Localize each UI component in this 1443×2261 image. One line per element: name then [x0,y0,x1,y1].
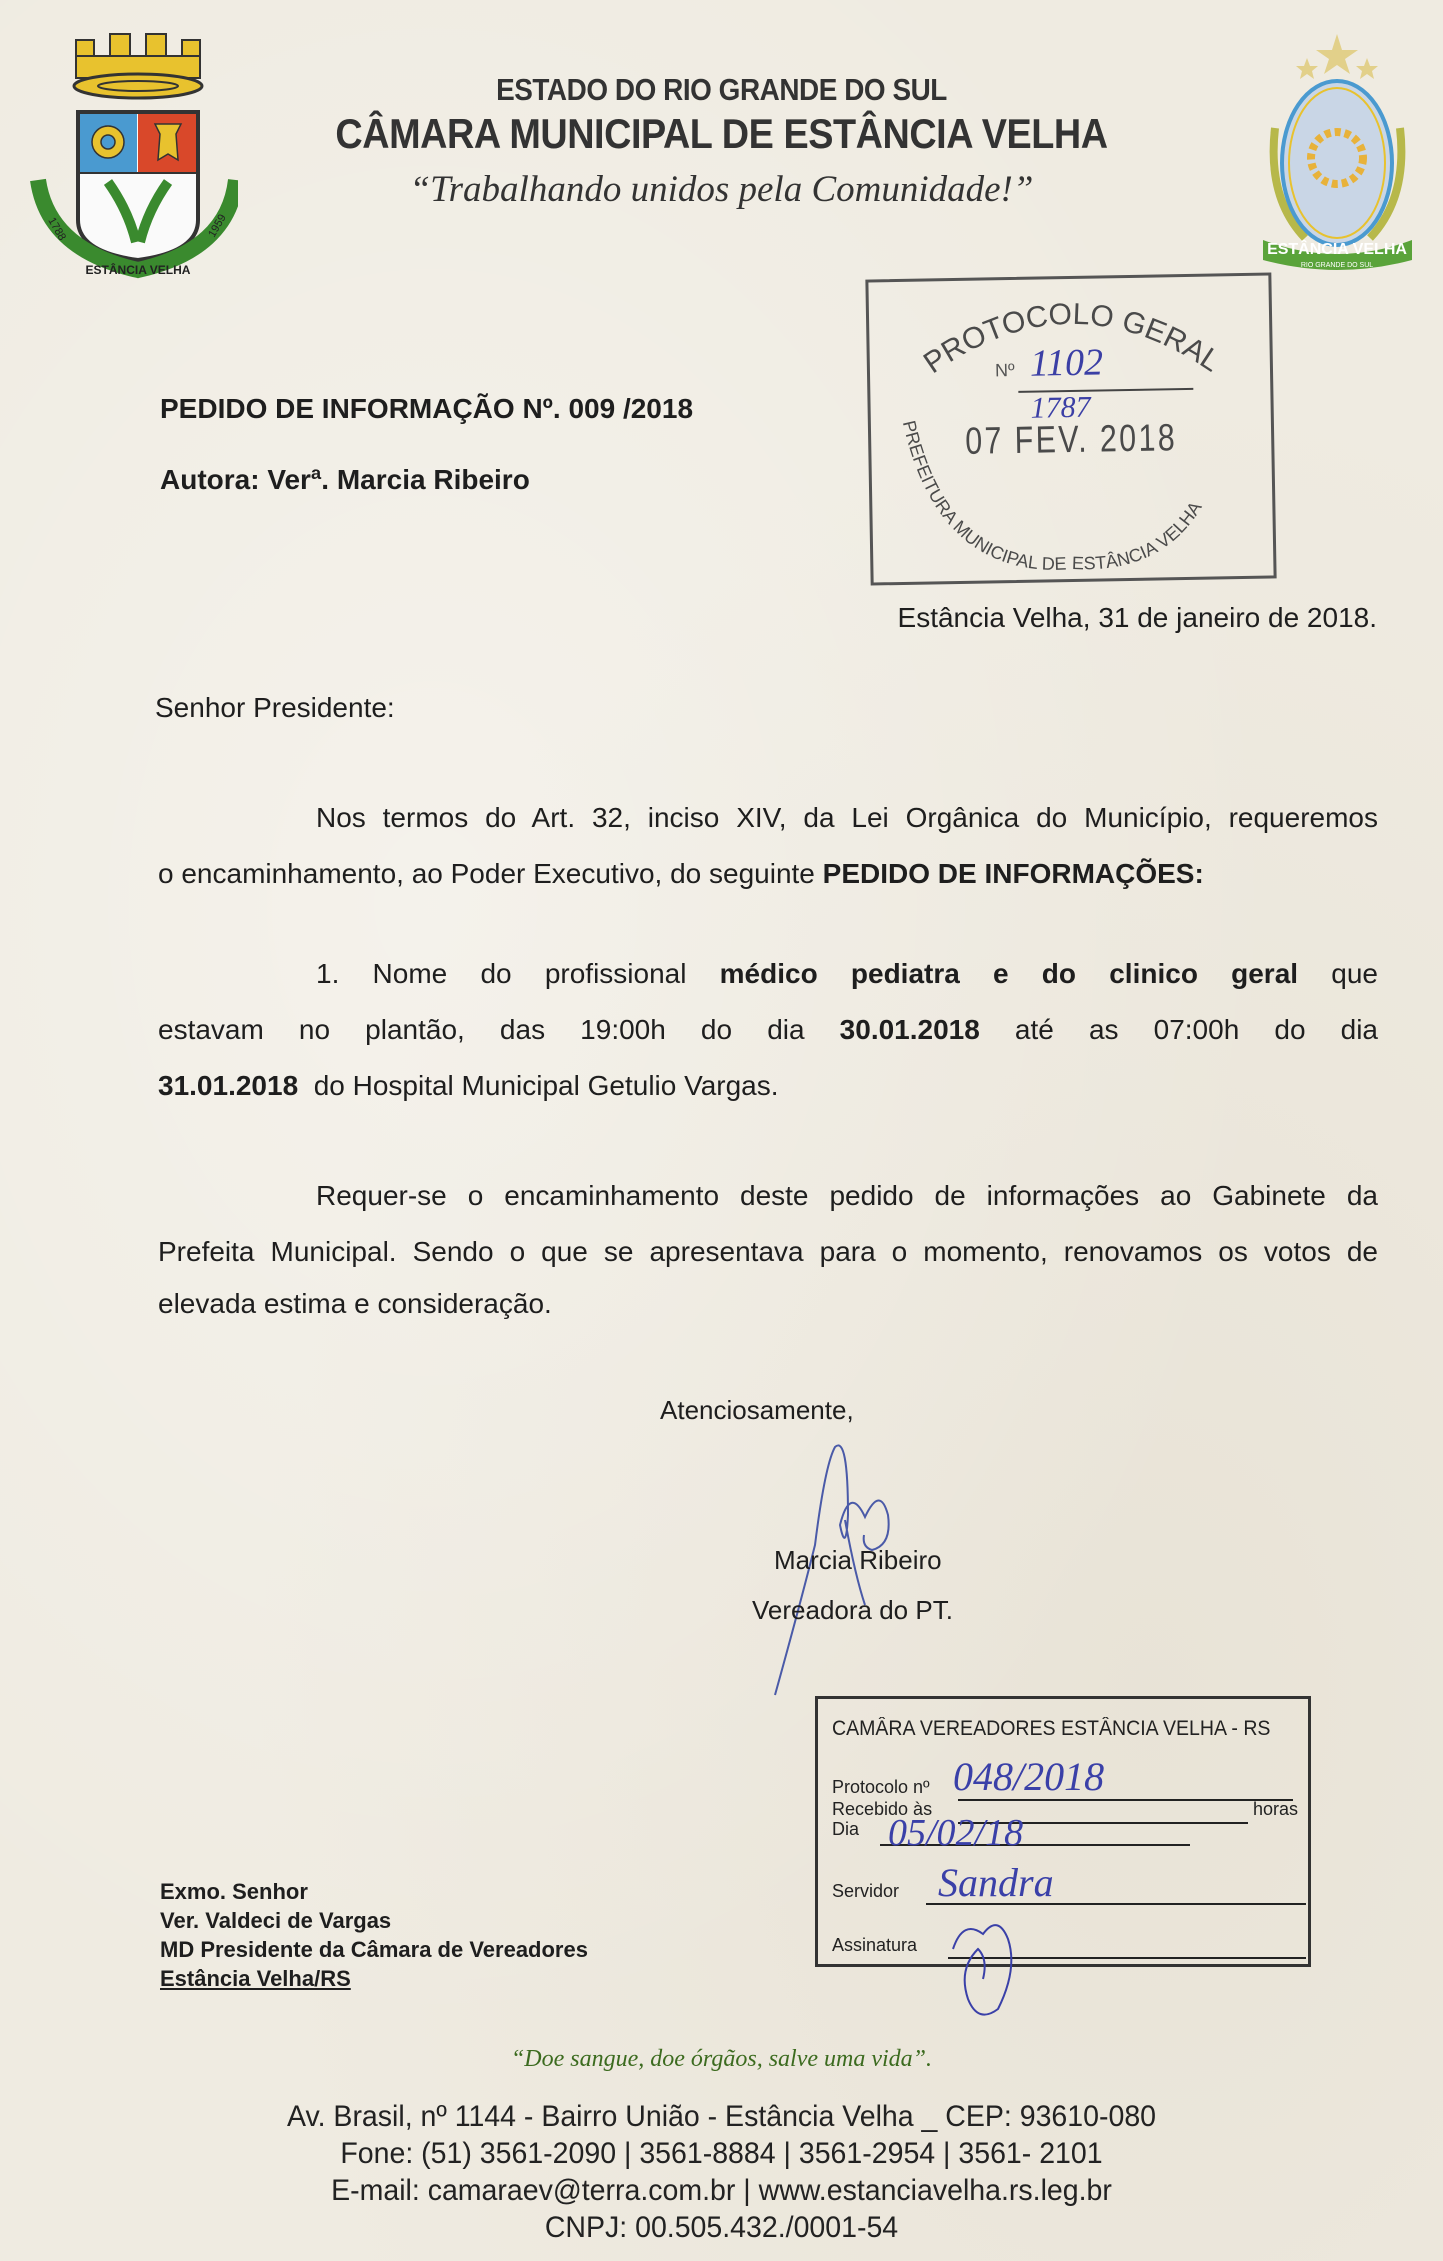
addressee-line-2: Ver. Valdeci de Vargas [160,1908,392,1933]
institution-motto: “Trabalhando unidos pela Comunidade!” [409,169,1034,210]
emblem-year-right: 1959 [206,212,229,240]
stamp-bottom-arc-text: PREFEITURA MUNICIPAL DE ESTÂNCIA VELHA [898,418,1206,574]
text-span: o encaminhamento, ao Poder Executivo, do seguinte [158,858,823,889]
emblem-ribbon-text: ESTÂNCIA VELHA [1267,241,1407,258]
stamp-top-arc-text: PROTOCOLO GERAL [917,297,1227,381]
stamp-number-handwritten-2: 1787 [1030,390,1091,425]
protocolo-value-handwritten: 048/2018 [953,1754,1105,1799]
servidor-value-handwritten: Sandra [938,1860,1054,1905]
bold-text-span: 30.01.2018 [839,1014,980,1045]
stamp-number-label: Nº [994,359,1015,381]
state-heading: ESTADO DO RIO GRANDE DO SUL [496,72,947,107]
footer-address: Av. Brasil, nº 1144 - Bairro União - Estância Velha _ CEP: 93610-080 [286,2100,1157,2133]
document-author: Autora: Verª. Marcia Ribeiro [160,464,530,495]
document-title: PEDIDO DE INFORMAÇÃO Nº. 009 /2018 [160,393,694,424]
footer-motto: “Doe sangue, doe órgãos, salve uma vida”. [510,2046,933,2072]
servidor-label: Servidor [832,1881,900,1901]
item-1-line-2 [158,1002,1378,1058]
paragraph-2-line-2: Prefeita Municipal. Sendo o que se apresentava para o momento, renovamos os votos de [158,1236,1378,1267]
text-span: do Hospital Municipal Getulio Vargas. [298,1070,779,1101]
footer-contact-block [36,2098,1407,2246]
dia-label: Dia [832,1819,860,1839]
addressee-block [160,1877,588,1993]
greeting: Senhor Presidente: [155,692,395,723]
paragraph-2-line-3: elevada estima e consideração. [158,1288,552,1319]
assinatura-label: Assinatura [832,1935,918,1955]
footer-phones: Fone: (51) 3561-2090 | 3561-8884 | 3561-2954 | 3561- 2101 [340,2137,1103,2170]
protocolo-label: Protocolo nº [832,1777,930,1797]
paragraph-1-line-1: Nos termos do Art. 32, inciso XIV, da Lei Orgânica do Município, requeremos [316,802,1378,833]
dia-value-handwritten: 05/02/18 [888,1812,1024,1854]
addressee-line-1: Exmo. Senhor [160,1879,308,1904]
emblem-ribbon-subtext: RIO GRANDE DO SUL [1300,262,1374,269]
text-span: 1. Nome do profissional [316,958,720,989]
emblem-year-left: 1788 [45,215,69,243]
paragraph-1-line-2 [158,846,1378,902]
closing: Atenciosamente, [660,1395,854,1425]
signer-role: Vereadora do PT. [752,1595,953,1625]
footer-cnpj: CNPJ: 00.505.432./0001-54 [544,2211,899,2244]
text-span: estavam no plantão, das 19:00h do dia [158,1014,840,1045]
recebido-label: Recebido às [832,1799,933,1819]
bold-text-span: 31.01.2018 [158,1070,299,1101]
bold-text-span: PEDIDO DE INFORMAÇÕES: [822,858,1204,889]
stamp-number-handwritten: 1102 [1029,341,1104,385]
text-span: que [1298,958,1378,989]
bold-text-span: médico pediatra e do clinico geral [719,958,1299,989]
item-1-line-1 [158,946,1378,1002]
addressee-line-3: MD Presidente da Câmara de Vereadores [160,1937,588,1962]
signer-name: Marcia Ribeiro [774,1545,942,1575]
addressee-line-4: Estância Velha/RS [160,1966,351,1991]
receipt-stamp-title: CAMÂRA VEREADORES ESTÂNCIA VELHA - RS [832,1717,1271,1740]
stamp-date: 07 FEV. 2018 [964,417,1178,463]
emblem-ribbon-text: ESTÂNCIA VELHA [85,263,191,277]
protocol-stamp-prefeitura [865,272,1276,585]
date-line: Estância Velha, 31 de janeiro de 2018. [897,602,1377,633]
horas-label: horas [1253,1799,1299,1819]
paragraph-2-line-1: Requer-se o encaminhamento deste pedido de informações ao Gabinete da [316,1180,1378,1211]
institution-heading: CÂMARA MUNICIPAL DE ESTÂNCIA VELHA [335,110,1108,157]
handwritten-initials [943,1909,1023,2029]
receipt-stamp-camara [815,1696,1311,1967]
item-1-line-3 [158,1058,1378,1114]
text-span: até as 07:00h do dia [979,1014,1379,1045]
footer-contact: E-mail: camaraev@terra.com.br | www.estanciavelha.rs.leg.br [331,2174,1112,2207]
